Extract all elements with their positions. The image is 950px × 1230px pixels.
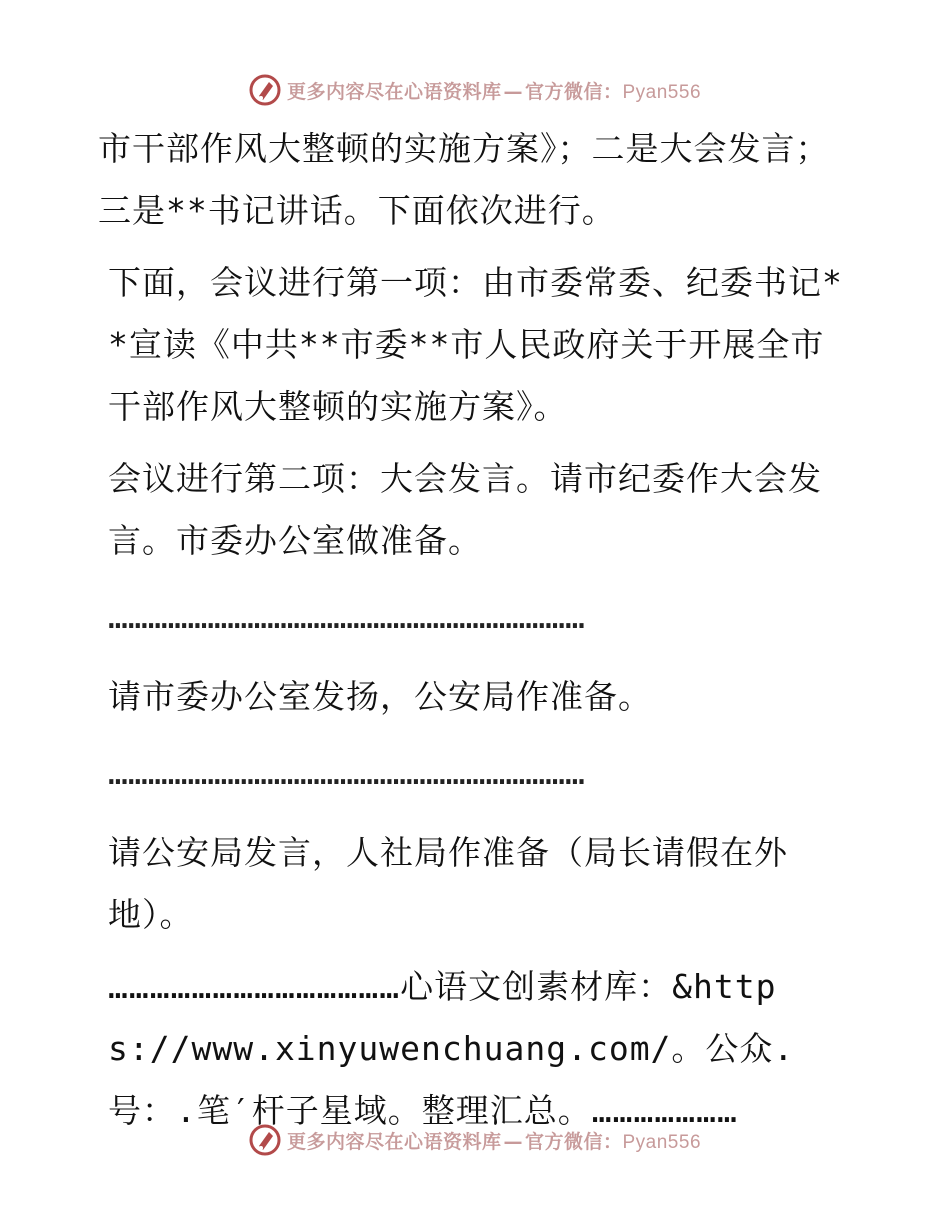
paragraph-item-one: 下面，会议进行第一项：由市委常委、纪委书记**宣读《中共**市委**市人民政府关于开展全市干部作风大整顿的实施方案》。 xyxy=(108,263,843,426)
paragraph-office: 请市委办公室发扬，公安局作准备。 xyxy=(108,677,652,716)
pen-nib-logo-icon xyxy=(249,74,281,106)
banner-wechat-id: Pyan556 xyxy=(622,81,702,103)
footer-banner xyxy=(0,1120,950,1160)
banner-text xyxy=(287,77,701,104)
paragraph-agenda: 市干部作风大整顿的实施方案》；二是大会发言；三是**书记讲话。下面依次进行。 xyxy=(98,129,830,230)
banner-brand: 更多内容尽在心语资料库 xyxy=(286,80,502,103)
banner-wechat-label: 官方微信： xyxy=(524,80,623,103)
paragraph-police: 请公安局发言，人社局作准备（局长请假在外地）。 xyxy=(108,833,788,934)
header-banner xyxy=(0,70,950,110)
document-body xyxy=(98,118,858,1152)
pen-nib-logo-icon xyxy=(249,1124,281,1156)
banner-wechat-label: 官方微信： xyxy=(524,1130,623,1153)
banner-wechat-id: Pyan556 xyxy=(622,1131,702,1153)
ellipsis-divider: ……………………………………………………………… xyxy=(108,597,585,636)
banner-brand: 更多内容尽在心语资料库 xyxy=(286,1130,502,1153)
banner-text xyxy=(287,1127,701,1154)
banner-dash: — xyxy=(503,80,523,103)
paragraph-item-two: 会议进行第二项：大会发言。请市纪委作大会发言。市委办公室做准备。 xyxy=(108,459,822,560)
paragraph-source-note: ……………………………………心语文创素材库：&https://www.xinyuwenchuang.com/。公众.号：.笔′杆子星域。整理汇总。………………… xyxy=(108,967,795,1130)
ellipsis-divider: ……………………………………………………………… xyxy=(108,753,585,792)
banner-dash: — xyxy=(503,1130,523,1153)
